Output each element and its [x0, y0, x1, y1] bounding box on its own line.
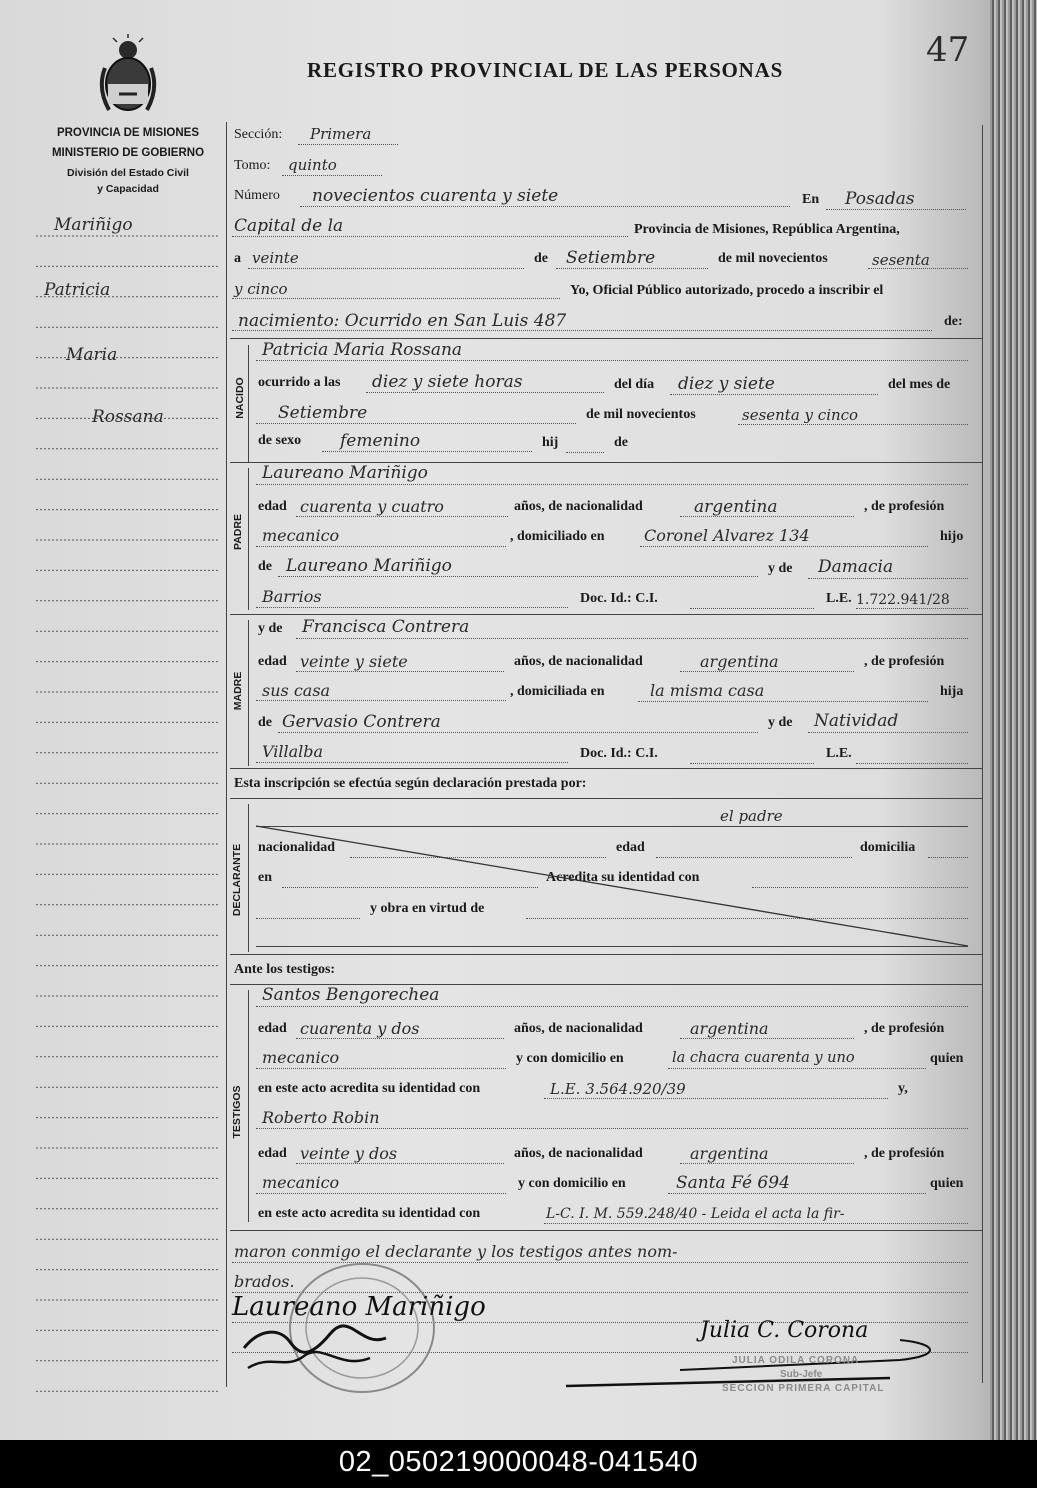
padre-le-label: L.E. [826, 591, 852, 606]
a-label: a [234, 251, 241, 266]
t1-profesion-label: , de profesión [864, 1021, 945, 1036]
madre-de-value: Gervasio Contrera [282, 712, 441, 732]
padre-nacionalidad-value: argentina [694, 497, 778, 517]
padre-le-value: 1.722.941/28 [856, 592, 950, 608]
mes-line [556, 268, 708, 269]
padre-side-label: PADRE [232, 514, 244, 550]
org-line-4: y Capacidad [97, 183, 159, 195]
del-dia-label: del día [614, 377, 655, 392]
nacido-mes-line [256, 423, 576, 424]
t1-quien-label: quien [930, 1051, 964, 1066]
form-left-border [226, 122, 227, 1387]
testigos-top-rule [230, 954, 982, 955]
capital-line [232, 236, 628, 237]
madre-le-line [856, 763, 968, 764]
madre-nombre-line [296, 638, 968, 639]
t1-domicilio-label: y con domicilio en [516, 1051, 624, 1066]
closing-text-2: brados. [234, 1272, 295, 1291]
seccion-line [298, 144, 398, 145]
nacido-side-label: NACIDO [234, 377, 246, 419]
t2-nacionalidad-label: años, de nacionalidad [514, 1146, 643, 1161]
declarante-acredita-label: Acredita su identidad con [546, 870, 700, 885]
numero-value: novecientos cuarenta y siete [312, 186, 559, 206]
t1-acredita-label: en este acto acredita su identidad con [258, 1081, 481, 1096]
t1-nombre-value: Santos Bengorechea [262, 985, 440, 1005]
t1-nacionalidad-label: años, de nacionalidad [514, 1021, 643, 1036]
nacido-mil-label: de mil novecientos [586, 407, 696, 422]
stamp-line-2: Sub-Jefe [780, 1369, 823, 1380]
nacido-anio-value: sesenta y cinco [742, 406, 859, 424]
t1-nombre-line [256, 1006, 968, 1007]
testigos-side-label: TESTIGOS [231, 1085, 243, 1139]
seccion-label: Sección: [234, 127, 283, 142]
page-title: REGISTRO PROVINCIAL DE LAS PERSONAS [307, 58, 784, 82]
padre-edad-label: edad [258, 499, 287, 514]
madre-de-line [278, 732, 758, 733]
hija-label: hija [940, 684, 964, 699]
t2-nombre-value: Roberto Robin [262, 1108, 380, 1127]
declarante-obra-label: y obra en virtud de [370, 901, 485, 916]
signature-oficial: Julia C. Corona [700, 1318, 869, 1343]
madre-domicilio-value: la misma casa [650, 681, 765, 700]
madre-domicilio-line [638, 701, 928, 702]
declarante-en-label: en [258, 870, 272, 885]
stamp-line-3: SECCION PRIMERA CAPITAL [722, 1383, 885, 1394]
padre-profesion-value: mecanico [262, 526, 340, 545]
nacido-nombre-line [256, 360, 968, 361]
sexo-line [322, 451, 532, 452]
t2-profesion-label: , de profesión [864, 1146, 945, 1161]
nacimiento-value: nacimiento: Ocurrido en San Luis 487 [238, 311, 567, 331]
padre-nacionalidad-label: años, de nacionalidad [514, 499, 643, 514]
madre-y-de-label-2: y de [768, 715, 793, 730]
page-number: 47 [926, 30, 970, 70]
madre-y-de-label: y de [258, 621, 283, 636]
y-label: y, [898, 1081, 908, 1096]
declarante-box-rule [230, 798, 982, 799]
madre-side-label: MADRE [232, 671, 244, 711]
en-value: Posadas [845, 189, 915, 209]
madre-nombre-value: Francisca Contrera [302, 617, 470, 637]
madre-le-label: L.E. [826, 746, 852, 761]
margin-name-2: Patricia [44, 280, 111, 300]
nacido-mes-value: Setiembre [278, 403, 368, 423]
madre-madre-value: Natividad [814, 711, 899, 731]
padre-domicilio-line [640, 546, 928, 547]
madre-nacionalidad-label: años, de nacionalidad [514, 654, 643, 669]
nacido-top-rule [230, 338, 982, 339]
padre-nombre-line [256, 484, 968, 485]
signature-declarante: Laureano Mariñigo [232, 1292, 486, 1322]
t2-nacionalidad-value: argentina [690, 1144, 769, 1163]
madre-edad-label: edad [258, 654, 287, 669]
margin-name-3: Maria [66, 345, 118, 365]
capital-value: Capital de la [234, 216, 344, 236]
madre-profesion-label: , de profesión [864, 654, 945, 669]
padre-profesion-label: , de profesión [864, 499, 945, 514]
de-label-1: de [534, 251, 548, 266]
nacido-de-label: de [614, 435, 628, 450]
t1-domicilio-value: la chacra cuarenta y uno [672, 1050, 855, 1066]
t2-profesion-line [256, 1193, 506, 1194]
anio-value: sesenta [872, 251, 930, 269]
t2-domicilio-value: Santa Fé 694 [676, 1173, 790, 1193]
seccion-value: Primera [310, 125, 372, 143]
form-right-border [982, 125, 983, 1383]
t2-doc-value: L-C. I. M. 559.248/40 - Leida el acta la fir- [546, 1206, 845, 1222]
scan-code: 02_050219000048-041540 [338, 1446, 699, 1478]
tomo-value: quinto [288, 156, 337, 174]
madre-doc-line [690, 763, 814, 764]
padre-madre-line [808, 578, 968, 579]
declarante-cross-out-line [256, 826, 968, 946]
declarante-bottom-line [256, 946, 968, 947]
ocurrido-label: ocurrido a las [258, 375, 341, 390]
madre-de-label: de [258, 715, 272, 730]
declarante-side-label: DECLARANTE [231, 843, 243, 917]
declarante-nacionalidad-label: nacionalidad [258, 840, 336, 855]
madre-madre-line [808, 732, 968, 733]
t2-domicilio-label: y con domicilio en [518, 1176, 626, 1191]
padre-madre-value: Damacia [818, 557, 894, 577]
padre-side-rule [248, 468, 249, 610]
madre-profesion-value: sus casa [262, 681, 331, 700]
declarante-intro: Esta inscripción se efectúa según declaración prestada por: [234, 776, 587, 791]
mes-value: Setiembre [566, 248, 656, 268]
del-mes-label: del mes de [888, 377, 951, 392]
madre-doc-label: Doc. Id.: C.I. [580, 746, 658, 761]
numero-label: Número [234, 188, 280, 203]
t1-domicilio-line [668, 1068, 926, 1069]
en-label: En [802, 192, 820, 207]
sexo-value: femenino [340, 431, 421, 451]
t2-edad-label: edad [258, 1146, 287, 1161]
t1-nacionalidad-value: argentina [690, 1019, 769, 1038]
padre-edad-value: cuarenta y cuatro [300, 497, 444, 516]
padre-domicilio-label: , domiciliado en [510, 529, 605, 544]
hijo-label: hijo [940, 529, 964, 544]
margin-name-4: Rossana [92, 407, 164, 427]
book-page-edges [990, 0, 1037, 1440]
padre-de-value: Laureano Mariñigo [286, 556, 452, 576]
padre-doc-line [690, 608, 814, 609]
padre-y-de-label: y de [768, 561, 793, 576]
t1-edad-label: edad [258, 1021, 287, 1036]
org-line-2: MINISTERIO DE GOBIERNO [51, 147, 205, 159]
oficial-text: Yo, Oficial Público autorizado, procedo a inscribir el [570, 283, 884, 298]
t2-nombre-line [256, 1128, 968, 1129]
declarante-edad-label: edad [616, 840, 645, 855]
org-line-1: PROVINCIA DE MISIONES [56, 127, 200, 139]
org-line-3: División del Estado Civil [67, 167, 189, 179]
madre-nacionalidad-value: argentina [700, 652, 779, 671]
t2-edad-value: veinte y dos [300, 1144, 398, 1163]
margin-name-1: Mariñigo [54, 215, 133, 235]
testigos-intro: Ante los testigos: [234, 962, 336, 977]
testigos-bottom-rule [230, 1230, 982, 1231]
witness-signature-scribbles [240, 1318, 390, 1374]
madre-madre2-line [256, 762, 568, 763]
t1-profesion-line [256, 1068, 506, 1069]
testigos-side-rule [248, 990, 249, 1222]
en-line [826, 209, 966, 210]
t2-quien-label: quien [930, 1176, 964, 1191]
padre-doc-label: Doc. Id.: C.I. [580, 591, 658, 606]
provincia-text: Provincia de Misiones, República Argentina, [634, 222, 900, 237]
padre-domicilio-value: Coronel Alvarez 134 [644, 526, 810, 545]
declarante-value: el padre [720, 807, 783, 825]
dia-line [248, 268, 524, 269]
padre-de-label: de [258, 559, 272, 574]
de-colon: de: [944, 314, 963, 329]
nacido-nombre-value: Patricia Maria Rossana [262, 340, 463, 360]
madre-madre-value-2: Villalba [262, 742, 324, 761]
tomo-line [282, 175, 382, 176]
stamp-line-1: JULIA ODILA CORONA [732, 1355, 860, 1366]
anio-value-2: y cinco [234, 280, 288, 298]
scan-footer-bar [0, 1440, 1037, 1488]
numero-line [300, 206, 790, 207]
sexo-label: de sexo [258, 433, 302, 448]
hora-line [366, 392, 604, 393]
madre-domicilio-label: , domiciliada en [510, 684, 605, 699]
padre-madre-value-2: Barrios [262, 587, 322, 606]
nacido-dia-value: diez y siete [678, 374, 775, 394]
declarante-side-rule [248, 804, 249, 952]
t1-doc-value: L.E. 3.564.920/39 [550, 1080, 686, 1098]
padre-profesion-line [256, 546, 506, 547]
madre-top-rule [230, 614, 982, 615]
t2-acredita-label: en este acto acredita su identidad con [258, 1206, 481, 1221]
declarante-domicilia-label: domicilia [860, 840, 916, 855]
tomo-label: Tomo: [234, 158, 271, 173]
padre-nombre-value: Laureano Mariñigo [262, 463, 428, 483]
closing-text-1: maron conmigo el declarante y los testigos antes nom- [234, 1242, 678, 1261]
t2-domicilio-line [668, 1193, 926, 1194]
t1-profesion-value: mecanico [262, 1048, 340, 1067]
dia-value: veinte [252, 249, 299, 267]
nacido-side-rule [248, 345, 249, 463]
mil-label-1: de mil novecientos [718, 251, 828, 266]
hij-line [566, 452, 604, 453]
padre-madre2-line [256, 607, 568, 608]
declarante-top-rule [230, 768, 982, 769]
hij-label: hij [542, 435, 559, 450]
madre-edad-value: veinte y siete [300, 652, 408, 671]
t1-edad-value: cuarenta y dos [300, 1019, 420, 1038]
hora-value: diez y siete horas [372, 372, 523, 392]
nacido-dia-line [670, 394, 878, 395]
padre-de-line [278, 576, 758, 577]
madre-side-rule [248, 620, 249, 766]
t2-profesion-value: mecanico [262, 1173, 340, 1192]
